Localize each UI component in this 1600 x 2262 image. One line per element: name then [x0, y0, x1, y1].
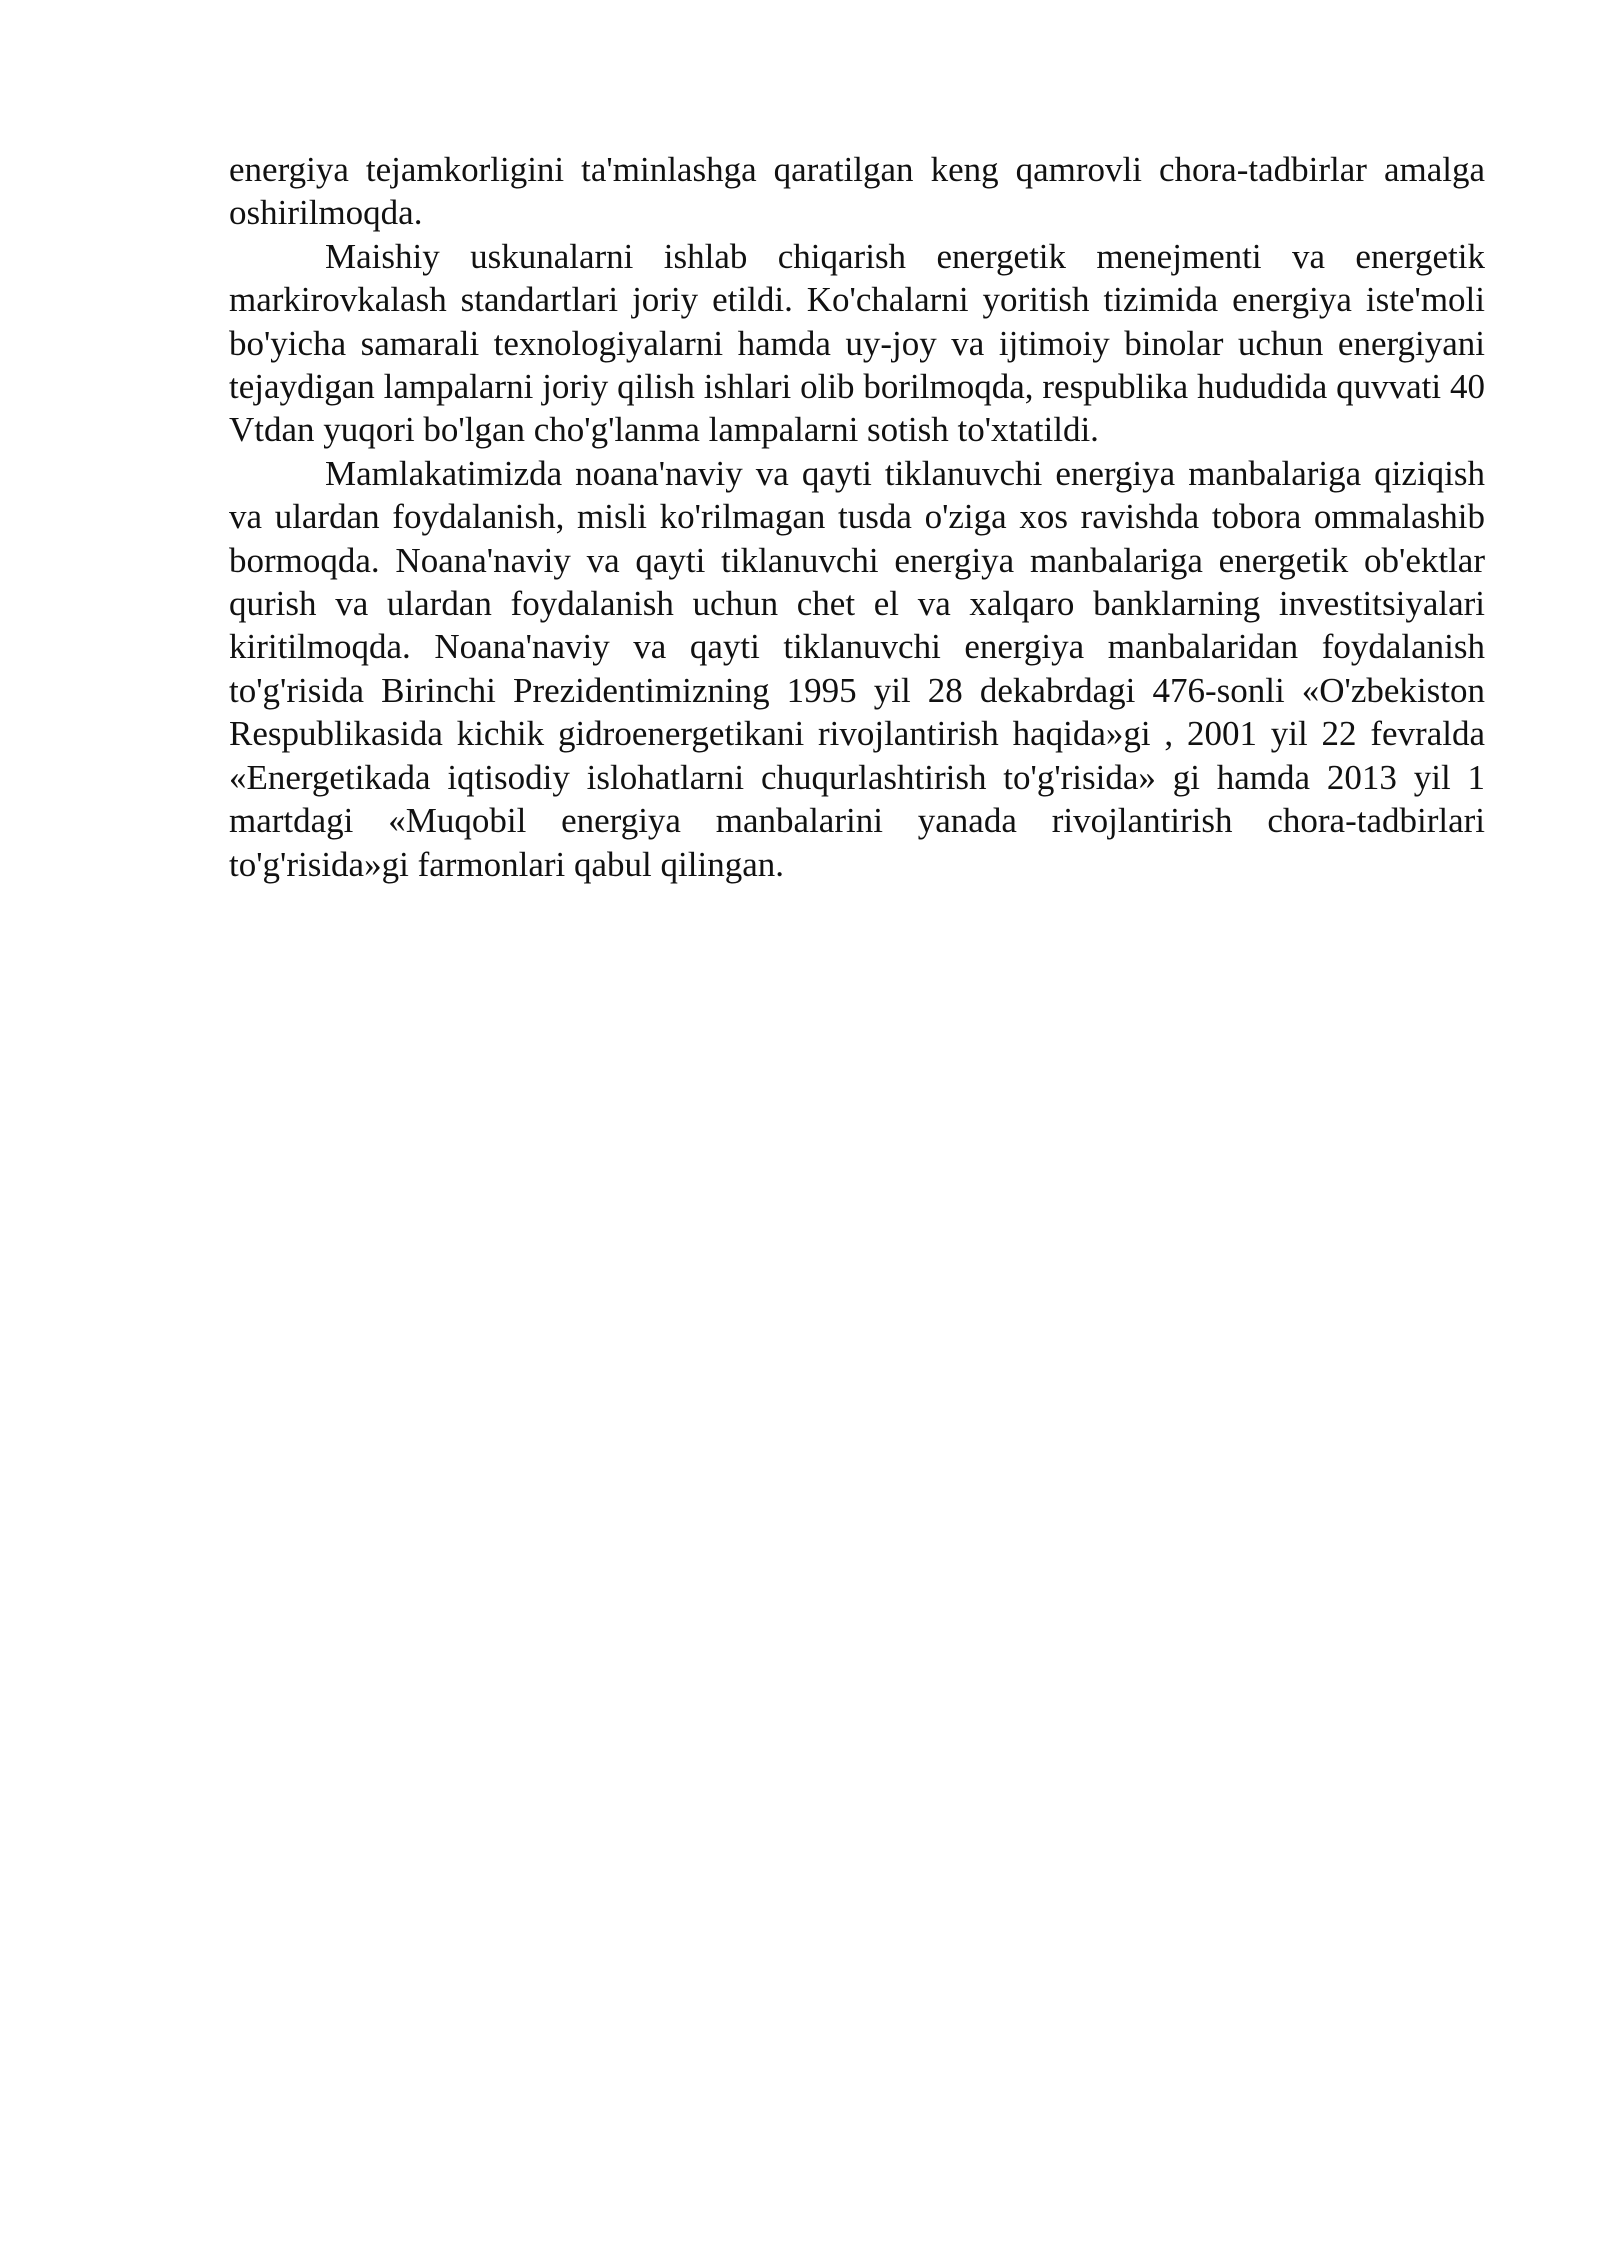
document-body — [229, 148, 1485, 886]
paragraph-renewable-energy: Mamlakatimizda noana'naviy va qayti tiklanuvchi energiya manbalariga qiziqish va ulardan foydalanish, misli ko'rilmagan tusda o'ziga xos ravishda tobora ommalashib bormoqda. Noana'naviy va qayti tiklanuvchi energiya manbalariga energetik ob'ektlar qurish va ulardan foydalanish uchun chet el va xalqaro banklarning investitsiyalari kiritilmoqda. Noana'naviy va qayti tiklanuvchi energiya manbalaridan foydalanish to'g'risida Birinchi Prezidentimizning 1995 yil 28 dekabrdagi 476-sonli «O'zbekiston Respublikasida kichik gidroenergetikani rivojlantirish haqida»gi , 2001 yil 22 fevralda «Energetikada iqtisodiy islohatlarni chuqurlashtirish to'g'risida» gi hamda 2013 yil 1 martdagi «Muqobil energiya manbalarini yanada rivojlantirish chora-tadbirlari to'g'risida»gi farmonlari qabul qilingan. — [229, 453, 1485, 884]
paragraph-household-appliances: Maishiy uskunalarni ishlab chiqarish energetik menejmenti va energetik markirovkalash standartlari joriy etildi. Ko'chalarni yoritish tizimida energiya iste'moli bo'yicha samarali texnologiyalarni hamda uy-joy va ijtimoiy binolar uchun energiyani tejaydigan lampalarni joriy qilish ishlari olib borilmoqda, respublika hududida quvvati 40 Vtdan yuqori bo'lgan cho'g'lanma lampalarni sotish to'xtatildi. — [229, 236, 1485, 450]
paragraph-continuation: energiya tejamkorligini ta'minlashga qaratilgan keng qamrovli chora-tadbirlar amalga oshirilmoqda. — [229, 150, 1485, 233]
